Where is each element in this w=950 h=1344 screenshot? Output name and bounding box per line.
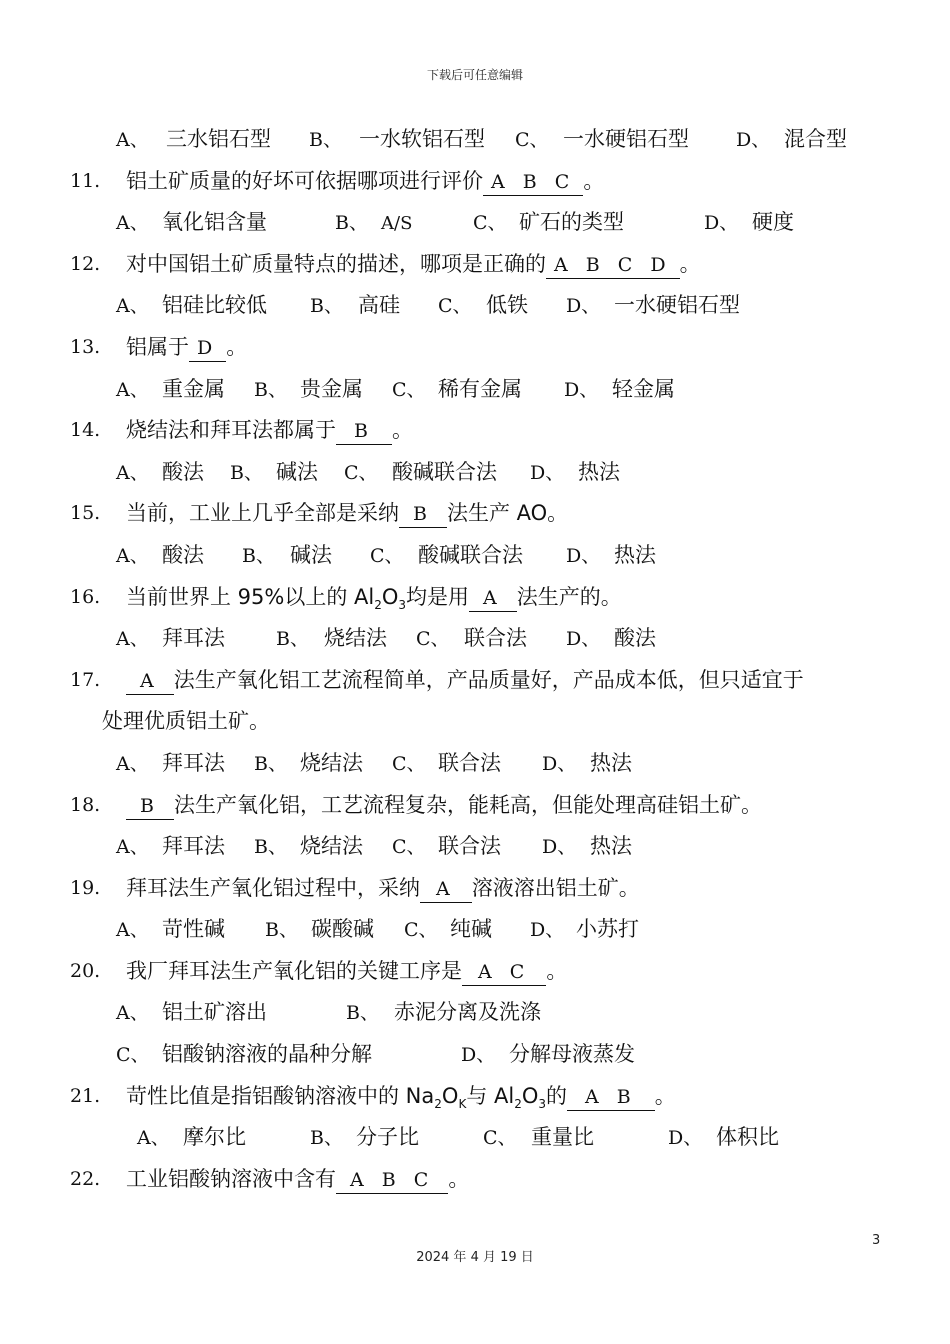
question-number: 20. [70,959,101,982]
question-21: 21. 苛性比值是指铝酸钠溶液中的 $Na_2O_K$与 $Al_2O_3$的 A B 。 [0,1077,950,1119]
answer-blank: A B C [336,1167,448,1194]
question-number: 18. [70,793,101,816]
options-row: A、 三水铝石型 B、 一水软铝石型 C、 一水硬铝石型 D、 混合型 [0,120,950,162]
question-17-continuation: 处理优质铝土矿。 [102,709,270,734]
answer-blank: A C [462,959,546,986]
question-12: 12. 对中国铝土矿质量特点的描述，哪项是正确的 A B C D 。 [0,245,950,287]
question-number: 11. [70,169,101,192]
options-row: A、 拜耳法 B、 烧结法 C、 联合法 D、 酸法 [116,626,656,651]
answer-blank: B [399,501,447,528]
answer-blank: A B C [483,169,583,196]
question-13: 13. 铝属于 D 。 [0,328,950,370]
options-row: A、 铝土矿溶出 B、 赤泥分离及洗涤 [116,1000,541,1025]
question-number: 12. [70,252,101,275]
question-number: 22. [70,1167,101,1190]
page-header: 下载后可任意编辑 [426,68,523,82]
option-d: D、 [736,129,771,151]
question-14: 14. 烧结法和拜耳法都属于 B 。 [0,411,950,453]
options-row: A、 拜耳法 B、 烧结法 C、 联合法 D、 热法 [116,750,632,775]
footer-date: 2024 年 4 月 19 日 [416,1250,534,1265]
options-row: A、 氧化铝含量 B、 A/S C、 矿石的类型 D、 硬度 [116,210,794,235]
question-16: 16. 当前世界上 95%以上的 $Al_2O_3$均是用 A 法生产的。 [0,578,950,620]
question-19: 19. 拜耳法生产氧化铝过程中，采纳 A 溶液溶出铝土矿。 [0,869,950,911]
options-row: A、 苛性碱 B、 碳酸碱 C、 纯碱 D、 小苏打 [116,917,639,942]
option-b: B、 [309,129,342,151]
options-row: A、 摩尔比 B、 分子比 C、 重量比 D、 体积比 [137,1125,779,1150]
question-number: 21. [70,1084,101,1107]
question-17: 17. A 法生产氧化铝工艺流程简单，产品质量好，产品成本低，但只适宜于 [0,661,950,703]
question-number: 14. [70,419,101,442]
question-number: 19. [70,876,101,899]
question-18: 18. B 法生产氧化铝，工艺流程复杂，能耗高，但能处理高硅铝土矿。 [0,786,950,828]
option-a: A、 [116,129,149,151]
options-row: A、 铝硅比较低 B、 高硅 C、 低铁 D、 一水硬铝石型 [116,293,740,318]
question-15: 15. 当前，工业上几乎全部是采纳 B 法生产 AO。 [0,494,950,536]
answer-blank: B [126,793,174,820]
question-22: 22. 工业铝酸钠溶液中含有 A B C 。 [0,1160,950,1202]
question-number: 13. [70,335,101,358]
options-row: A、 重金属 B、 贵金属 C、 稀有金属 D、 轻金属 [116,376,675,401]
question-list [0,120,950,1201]
options-row: A、 酸法 B、 碱法 C、 酸碱联合法 D、 热法 [116,459,620,484]
question-number: 15. [70,502,101,525]
answer-blank: B [336,418,392,445]
option-c: C、 [515,129,549,151]
page-number: 3 [872,1233,881,1248]
options-row: C、 铝酸钠溶液的晶种分解 D、 分解母液蒸发 [116,1042,635,1067]
question-20: 20. 我厂拜耳法生产氧化铝的关键工序是 A C 。 [0,952,950,994]
answer-blank: A B [567,1084,655,1111]
answer-blank: A [420,876,472,903]
answer-blank: D [189,335,226,362]
answer-blank: A [126,668,174,695]
question-11: 11. 铝土矿质量的好坏可依据哪项进行评价 A B C 。 [0,162,950,204]
answer-blank: A B C D [546,252,680,279]
question-number: 16. [70,585,101,608]
options-row: A、 酸法 B、 碱法 C、 酸碱联合法 D、 热法 [116,542,656,567]
question-number: 17. [70,668,101,691]
answer-blank: A [469,585,517,612]
options-row: A、 拜耳法 B、 烧结法 C、 联合法 D、 热法 [116,834,632,859]
